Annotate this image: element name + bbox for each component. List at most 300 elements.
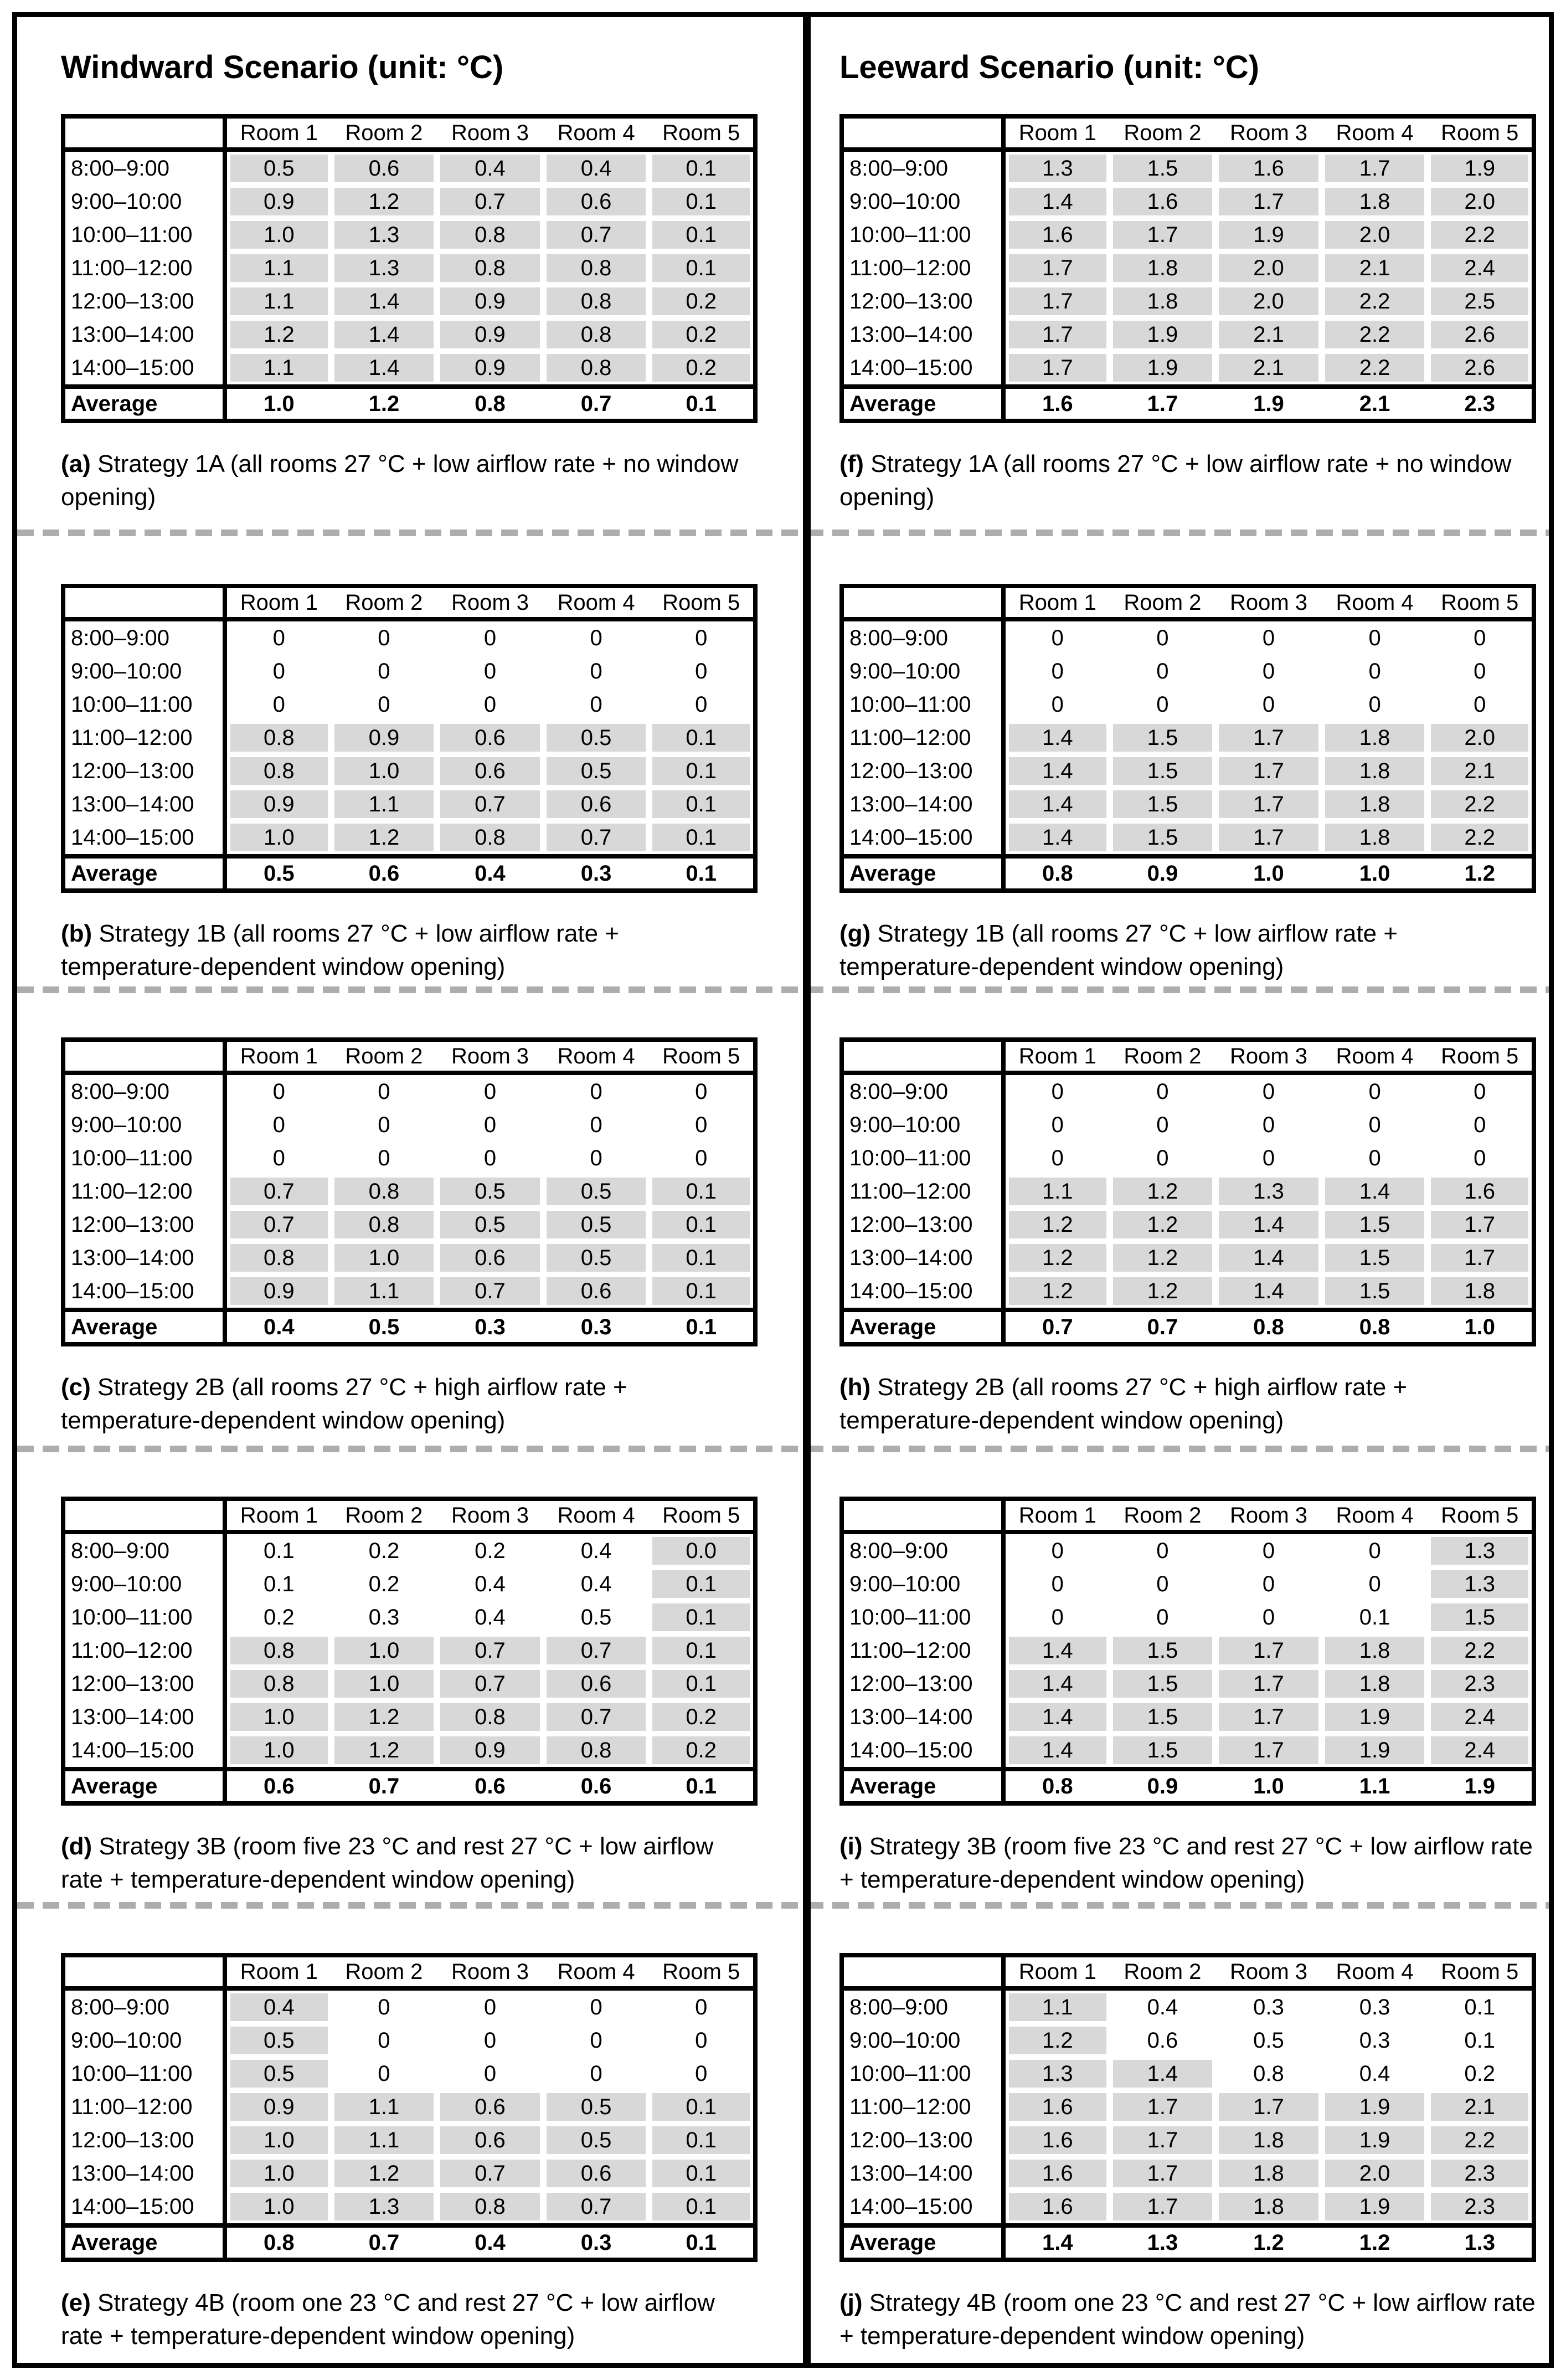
value-cell	[437, 2157, 543, 2190]
value-cell	[1322, 1108, 1428, 1142]
value-cell	[543, 351, 650, 387]
cell-shading: 0	[483, 1145, 497, 1170]
table-row	[842, 1073, 1534, 1108]
value-cell	[1003, 1108, 1110, 1142]
cell-shading: 0.9	[440, 1736, 540, 1764]
corner-cell	[63, 1040, 225, 1073]
value-cell	[1003, 2090, 1110, 2124]
value-cell	[437, 351, 543, 387]
cell-shading: 1.9	[1113, 321, 1213, 348]
strategy-caption	[839, 1830, 1538, 1896]
value-cell	[225, 218, 331, 251]
cell-shading: 0	[1051, 692, 1064, 717]
table-row	[842, 1700, 1534, 1734]
cell-shading: 2.0	[1219, 254, 1318, 282]
value-cell	[1110, 2124, 1216, 2157]
average-value-cell: 0.7	[331, 2225, 437, 2260]
cell-shading: 1.7	[1113, 2093, 1213, 2121]
average-value-cell: 0.3	[543, 1310, 650, 1344]
cell-shading: 1.6	[1219, 155, 1318, 182]
value-cell	[1003, 2057, 1110, 2090]
value-cell	[1322, 2190, 1428, 2225]
cell-shading: 1.5	[1113, 1670, 1213, 1698]
table-row	[842, 1601, 1534, 1634]
cell-shading: 0.5	[547, 1178, 646, 1205]
room-header-cell: Room 3	[437, 1499, 543, 1532]
value-cell	[543, 1142, 650, 1175]
cell-shading: 0.7	[547, 221, 646, 249]
cell-shading: 0.5	[1253, 2028, 1284, 2053]
value-cell	[649, 1274, 755, 1310]
cell-shading: 0.1	[652, 1670, 750, 1698]
cell-shading: 1.4	[1009, 724, 1106, 752]
cell-shading: 0	[378, 1145, 390, 1170]
cell-shading: 0.1	[652, 2093, 750, 2121]
value-cell	[1428, 788, 1534, 821]
time-cell: 14:00–15:00	[842, 2190, 1003, 2225]
cell-shading: 0.1	[652, 254, 750, 282]
average-value-cell: 0.8	[1215, 1310, 1322, 1344]
cell-shading: 0.1	[1464, 1995, 1495, 2019]
room-header-cell: Room 4	[1322, 1040, 1428, 1073]
cell-shading: 1.9	[1219, 221, 1318, 249]
value-cell	[437, 218, 543, 251]
average-value-cell: 0.8	[1322, 1310, 1428, 1344]
room-header-cell: Room 1	[225, 1499, 331, 1532]
cell-shading: 1.2	[1009, 1211, 1106, 1238]
time-cell: 14:00–15:00	[63, 1274, 225, 1310]
cell-shading: 1.7	[1219, 1670, 1318, 1698]
caption-text: Strategy 4B (room one 23 °C and rest 27 °C + low airflow rate + temperature-dependent window opening)	[61, 2289, 715, 2350]
header-row	[63, 1040, 755, 1073]
table-row	[63, 1532, 755, 1567]
cell-shading: 0.3	[368, 1605, 400, 1629]
cell-shading: 2.2	[1431, 2126, 1528, 2154]
cell-shading: 0.4	[580, 1538, 612, 1563]
cell-shading: 0.7	[440, 1277, 540, 1305]
table-row	[842, 688, 1534, 721]
value-cell	[225, 688, 331, 721]
value-cell	[331, 1532, 437, 1567]
cell-shading: 0.6	[440, 757, 540, 785]
cell-shading: 0.9	[334, 724, 434, 752]
cell-shading: 0.9	[230, 790, 328, 818]
cell-shading: 0	[1156, 1145, 1169, 1170]
value-cell	[1215, 1142, 1322, 1175]
value-cell	[1428, 1601, 1534, 1634]
room-header-cell: Room 4	[1322, 116, 1428, 150]
value-cell	[1215, 688, 1322, 721]
value-cell	[1322, 821, 1428, 856]
cell-shading: 2.2	[1431, 221, 1528, 249]
average-value-cell: 1.0	[1322, 856, 1428, 891]
value-cell	[1322, 1208, 1428, 1241]
corner-cell	[842, 1040, 1003, 1073]
cell-shading: 1.6	[1113, 188, 1213, 215]
value-cell	[437, 754, 543, 788]
time-cell: 8:00–9:00	[63, 1988, 225, 2024]
time-cell: 11:00–12:00	[842, 1634, 1003, 1667]
value-cell	[1428, 1241, 1534, 1274]
average-value-cell: 0.3	[543, 2225, 650, 2260]
value-cell	[1428, 655, 1534, 688]
time-cell: 9:00–10:00	[63, 2024, 225, 2057]
time-cell: 13:00–14:00	[63, 2157, 225, 2190]
room-header-cell: Room 3	[1215, 1040, 1322, 1073]
corner-cell	[63, 116, 225, 150]
cell-shading: 1.1	[334, 2093, 434, 2121]
cell-shading: 1.5	[1113, 1637, 1213, 1664]
cell-shading: 1.7	[1219, 188, 1318, 215]
time-cell: 9:00–10:00	[63, 1108, 225, 1142]
cell-shading: 0.7	[440, 1637, 540, 1664]
time-cell: 10:00–11:00	[63, 1601, 225, 1634]
cell-shading: 0.0	[652, 1537, 750, 1565]
room-header-cell: Room 4	[1322, 1499, 1428, 1532]
value-cell	[331, 2057, 437, 2090]
cell-shading: 2.2	[1325, 321, 1425, 348]
average-value-cell: 0.1	[649, 856, 755, 891]
cell-shading: 0	[1156, 1538, 1169, 1563]
value-cell	[225, 788, 331, 821]
value-cell	[1110, 788, 1216, 821]
value-cell	[1322, 2057, 1428, 2090]
cell-shading: 0	[1262, 659, 1275, 683]
value-cell	[1110, 285, 1216, 318]
cell-shading: 0.8	[547, 354, 646, 382]
cell-shading: 0.7	[547, 1637, 646, 1664]
value-cell	[1215, 1601, 1322, 1634]
table-row	[63, 619, 755, 655]
caption-label: (g)	[839, 920, 871, 947]
cell-shading: 0.6	[547, 1670, 646, 1698]
cell-shading: 0	[1262, 1145, 1275, 1170]
cell-shading: 0	[695, 2061, 708, 2086]
value-cell	[437, 1667, 543, 1700]
value-cell	[1003, 754, 1110, 788]
strategy-caption	[839, 1371, 1538, 1437]
strategy-table	[839, 1953, 1536, 2262]
cell-shading: 0	[1474, 692, 1486, 717]
value-cell	[331, 655, 437, 688]
value-cell	[331, 185, 437, 218]
time-cell: 9:00–10:00	[842, 185, 1003, 218]
strategy-table	[839, 114, 1536, 423]
table-row	[63, 251, 755, 285]
cell-shading: 1.9	[1325, 2126, 1425, 2154]
cell-shading: 0	[1474, 625, 1486, 650]
value-cell	[649, 2124, 755, 2157]
cell-shading: 0	[378, 1079, 390, 1104]
cell-shading: 0.8	[547, 1736, 646, 1764]
value-cell	[225, 1567, 331, 1601]
average-value-cell: 0.9	[1110, 856, 1216, 891]
header-row	[842, 116, 1534, 150]
cell-shading: 0	[1368, 692, 1381, 717]
cell-shading: 0.1	[652, 1277, 750, 1305]
value-cell	[543, 1634, 650, 1667]
average-value-cell: 1.7	[1110, 387, 1216, 421]
cell-shading: 0	[1474, 1079, 1486, 1104]
cell-shading: 1.3	[1431, 1570, 1528, 1598]
cell-shading: 0.9	[230, 2093, 328, 2121]
cell-shading: 2.0	[1431, 724, 1528, 752]
cell-shading: 1.7	[1431, 1244, 1528, 1272]
cell-shading: 1.2	[230, 321, 328, 348]
value-cell	[331, 1142, 437, 1175]
cell-shading: 0.6	[547, 188, 646, 215]
value-cell	[331, 688, 437, 721]
table-row	[63, 2090, 755, 2124]
average-value-cell: 0.1	[649, 2225, 755, 2260]
table-row	[842, 2124, 1534, 2157]
time-cell: 13:00–14:00	[842, 1700, 1003, 1734]
value-cell	[1428, 2190, 1534, 2225]
cell-shading: 0	[1262, 692, 1275, 717]
table-row	[842, 754, 1534, 788]
value-cell	[1110, 1667, 1216, 1700]
value-cell	[1110, 1241, 1216, 1274]
value-cell	[543, 1208, 650, 1241]
cell-shading: 0	[1051, 1112, 1064, 1137]
strategy-table	[839, 1497, 1536, 1806]
cell-shading: 0	[1262, 625, 1275, 650]
cell-shading: 1.6	[1009, 2126, 1106, 2154]
cell-shading: 0.2	[652, 321, 750, 348]
value-cell	[649, 1208, 755, 1241]
header-row	[842, 586, 1534, 619]
cell-shading: 1.8	[1325, 757, 1425, 785]
value-cell	[1322, 218, 1428, 251]
cell-shading: 0	[590, 659, 602, 683]
value-cell	[331, 1567, 437, 1601]
value-cell	[331, 1700, 437, 1734]
value-cell	[1215, 1108, 1322, 1142]
value-cell	[437, 2024, 543, 2057]
cell-shading: 0.1	[652, 724, 750, 752]
cell-shading: 0	[483, 1995, 497, 2019]
value-cell	[1110, 318, 1216, 351]
cell-shading: 1.5	[1113, 790, 1213, 818]
time-cell: 8:00–9:00	[63, 1532, 225, 1567]
cell-shading: 0	[590, 692, 602, 717]
table-row	[842, 821, 1534, 856]
cell-shading: 1.3	[334, 221, 434, 249]
cell-shading: 1.1	[230, 354, 328, 382]
room-header-cell: Room 5	[649, 116, 755, 150]
time-cell: 11:00–12:00	[63, 2090, 225, 2124]
caption-label: (b)	[61, 920, 92, 947]
room-header-cell: Room 2	[331, 116, 437, 150]
strategy-block	[61, 1497, 760, 1896]
cell-shading: 2.4	[1431, 1703, 1528, 1731]
cell-shading: 0.1	[652, 2126, 750, 2154]
cell-shading: 0	[695, 1995, 708, 2019]
time-cell: 11:00–12:00	[842, 721, 1003, 754]
value-cell	[331, 2090, 437, 2124]
time-cell: 8:00–9:00	[63, 150, 225, 185]
cell-shading: 1.7	[1113, 2126, 1213, 2154]
cell-shading: 1.0	[230, 824, 328, 851]
value-cell	[1003, 1634, 1110, 1667]
value-cell	[543, 788, 650, 821]
table-row	[63, 218, 755, 251]
average-value-cell: 1.2	[1322, 2225, 1428, 2260]
cell-shading: 1.3	[1009, 2060, 1106, 2088]
table-row	[63, 821, 755, 856]
value-cell	[437, 318, 543, 351]
value-cell	[1003, 1073, 1110, 1108]
value-cell	[1428, 285, 1534, 318]
cell-shading: 0	[1474, 659, 1486, 683]
value-cell	[225, 1142, 331, 1175]
cell-shading: 0	[1156, 1079, 1169, 1104]
value-cell	[225, 1175, 331, 1208]
strategy-table	[61, 1497, 758, 1806]
cell-shading: 1.1	[230, 287, 328, 315]
value-cell	[1110, 1274, 1216, 1310]
value-cell	[1003, 2024, 1110, 2057]
strategy-table	[61, 1953, 758, 2262]
cell-shading: 0.5	[547, 2093, 646, 2121]
value-cell	[437, 185, 543, 218]
value-cell	[331, 251, 437, 285]
time-cell: 14:00–15:00	[842, 351, 1003, 387]
table-row	[63, 2124, 755, 2157]
time-cell: 9:00–10:00	[842, 1567, 1003, 1601]
cell-shading: 0.8	[440, 1703, 540, 1731]
table-row	[63, 1734, 755, 1769]
strategy-block	[61, 584, 760, 984]
cell-shading: 1.7	[1219, 757, 1318, 785]
value-cell	[1322, 619, 1428, 655]
cell-shading: 0.5	[580, 1605, 612, 1629]
cell-shading: 1.2	[1113, 1277, 1213, 1305]
value-cell	[1322, 1734, 1428, 1769]
value-cell	[331, 1667, 437, 1700]
table-row	[63, 721, 755, 754]
value-cell	[437, 1601, 543, 1634]
table-row	[63, 1700, 755, 1734]
value-cell	[649, 1142, 755, 1175]
time-cell: 13:00–14:00	[63, 1241, 225, 1274]
strategy-caption	[61, 1830, 760, 1896]
cell-shading: 2.1	[1325, 254, 1425, 282]
value-cell	[1428, 150, 1534, 185]
value-cell	[1215, 150, 1322, 185]
cell-shading: 0	[590, 1079, 602, 1104]
value-cell	[1003, 251, 1110, 285]
header-row	[63, 586, 755, 619]
average-value-cell: 0.9	[1110, 1769, 1216, 1803]
cell-shading: 0.5	[547, 1211, 646, 1238]
table-row	[842, 285, 1534, 318]
value-cell	[225, 1208, 331, 1241]
average-row	[63, 856, 755, 891]
cell-shading: 1.3	[1219, 1178, 1318, 1205]
cell-shading: 0.5	[440, 1211, 540, 1238]
table-row	[842, 1175, 1534, 1208]
cell-shading: 1.7	[1009, 287, 1106, 315]
strategy-caption	[61, 917, 760, 984]
value-cell	[649, 2157, 755, 2190]
value-cell	[649, 1667, 755, 1700]
room-header-cell: Room 3	[1215, 1499, 1322, 1532]
cell-shading: 1.7	[1219, 790, 1318, 818]
room-header-cell: Room 1	[225, 1955, 331, 1988]
value-cell	[225, 655, 331, 688]
table-row	[63, 1108, 755, 1142]
cell-shading: 0.1	[263, 1571, 295, 1596]
time-cell: 11:00–12:00	[63, 251, 225, 285]
cell-shading: 0.6	[547, 790, 646, 818]
cell-shading: 0	[695, 2028, 708, 2053]
time-cell: 9:00–10:00	[842, 2024, 1003, 2057]
cell-shading: 0.6	[440, 2126, 540, 2154]
cell-shading: 1.0	[230, 1736, 328, 1764]
cell-shading: 1.4	[1219, 1211, 1318, 1238]
time-cell: 12:00–13:00	[63, 285, 225, 318]
table-row	[842, 1567, 1534, 1601]
value-cell	[1322, 721, 1428, 754]
table-row	[63, 1988, 755, 2024]
strategy-table	[61, 114, 758, 423]
cell-shading: 0.6	[440, 2093, 540, 2121]
cell-shading: 1.6	[1009, 221, 1106, 249]
room-header-cell: Room 3	[1215, 116, 1322, 150]
cell-shading: 0.4	[440, 155, 540, 182]
value-cell	[1428, 1734, 1534, 1769]
value-cell	[543, 2124, 650, 2157]
value-cell	[331, 1175, 437, 1208]
cell-shading: 2.4	[1431, 1736, 1528, 1764]
value-cell	[1428, 351, 1534, 387]
value-cell	[649, 1601, 755, 1634]
value-cell	[1110, 1988, 1216, 2024]
table-row	[842, 351, 1534, 387]
average-value-cell: 1.0	[1215, 856, 1322, 891]
value-cell	[1322, 1073, 1428, 1108]
cell-shading: 1.9	[1325, 1736, 1425, 1764]
value-cell	[1428, 1988, 1534, 2024]
table-row	[842, 1241, 1534, 1274]
value-cell	[437, 2057, 543, 2090]
value-cell	[437, 1208, 543, 1241]
time-cell: 9:00–10:00	[842, 1108, 1003, 1142]
value-cell	[649, 150, 755, 185]
room-header-cell: Room 5	[649, 1040, 755, 1073]
value-cell	[1215, 1700, 1322, 1734]
cell-shading: 0.1	[652, 790, 750, 818]
cell-shading: 1.1	[334, 2126, 434, 2154]
cell-shading: 1.0	[230, 2160, 328, 2187]
average-value-cell: 1.2	[1428, 856, 1534, 891]
cell-shading: 0.4	[580, 1571, 612, 1596]
value-cell	[225, 619, 331, 655]
average-value-cell: 1.2	[331, 387, 437, 421]
average-label-cell: Average	[63, 856, 225, 891]
cell-shading: 2.0	[1431, 188, 1528, 215]
cell-shading: 1.9	[1325, 1703, 1425, 1731]
value-cell	[1110, 2057, 1216, 2090]
cell-shading: 0	[1368, 1538, 1381, 1563]
cell-shading: 0.1	[652, 2193, 750, 2220]
cell-shading: 1.1	[1009, 1993, 1106, 2021]
value-cell	[1215, 251, 1322, 285]
average-row	[63, 1310, 755, 1344]
strategy-caption	[839, 448, 1538, 514]
value-cell	[1003, 1142, 1110, 1175]
